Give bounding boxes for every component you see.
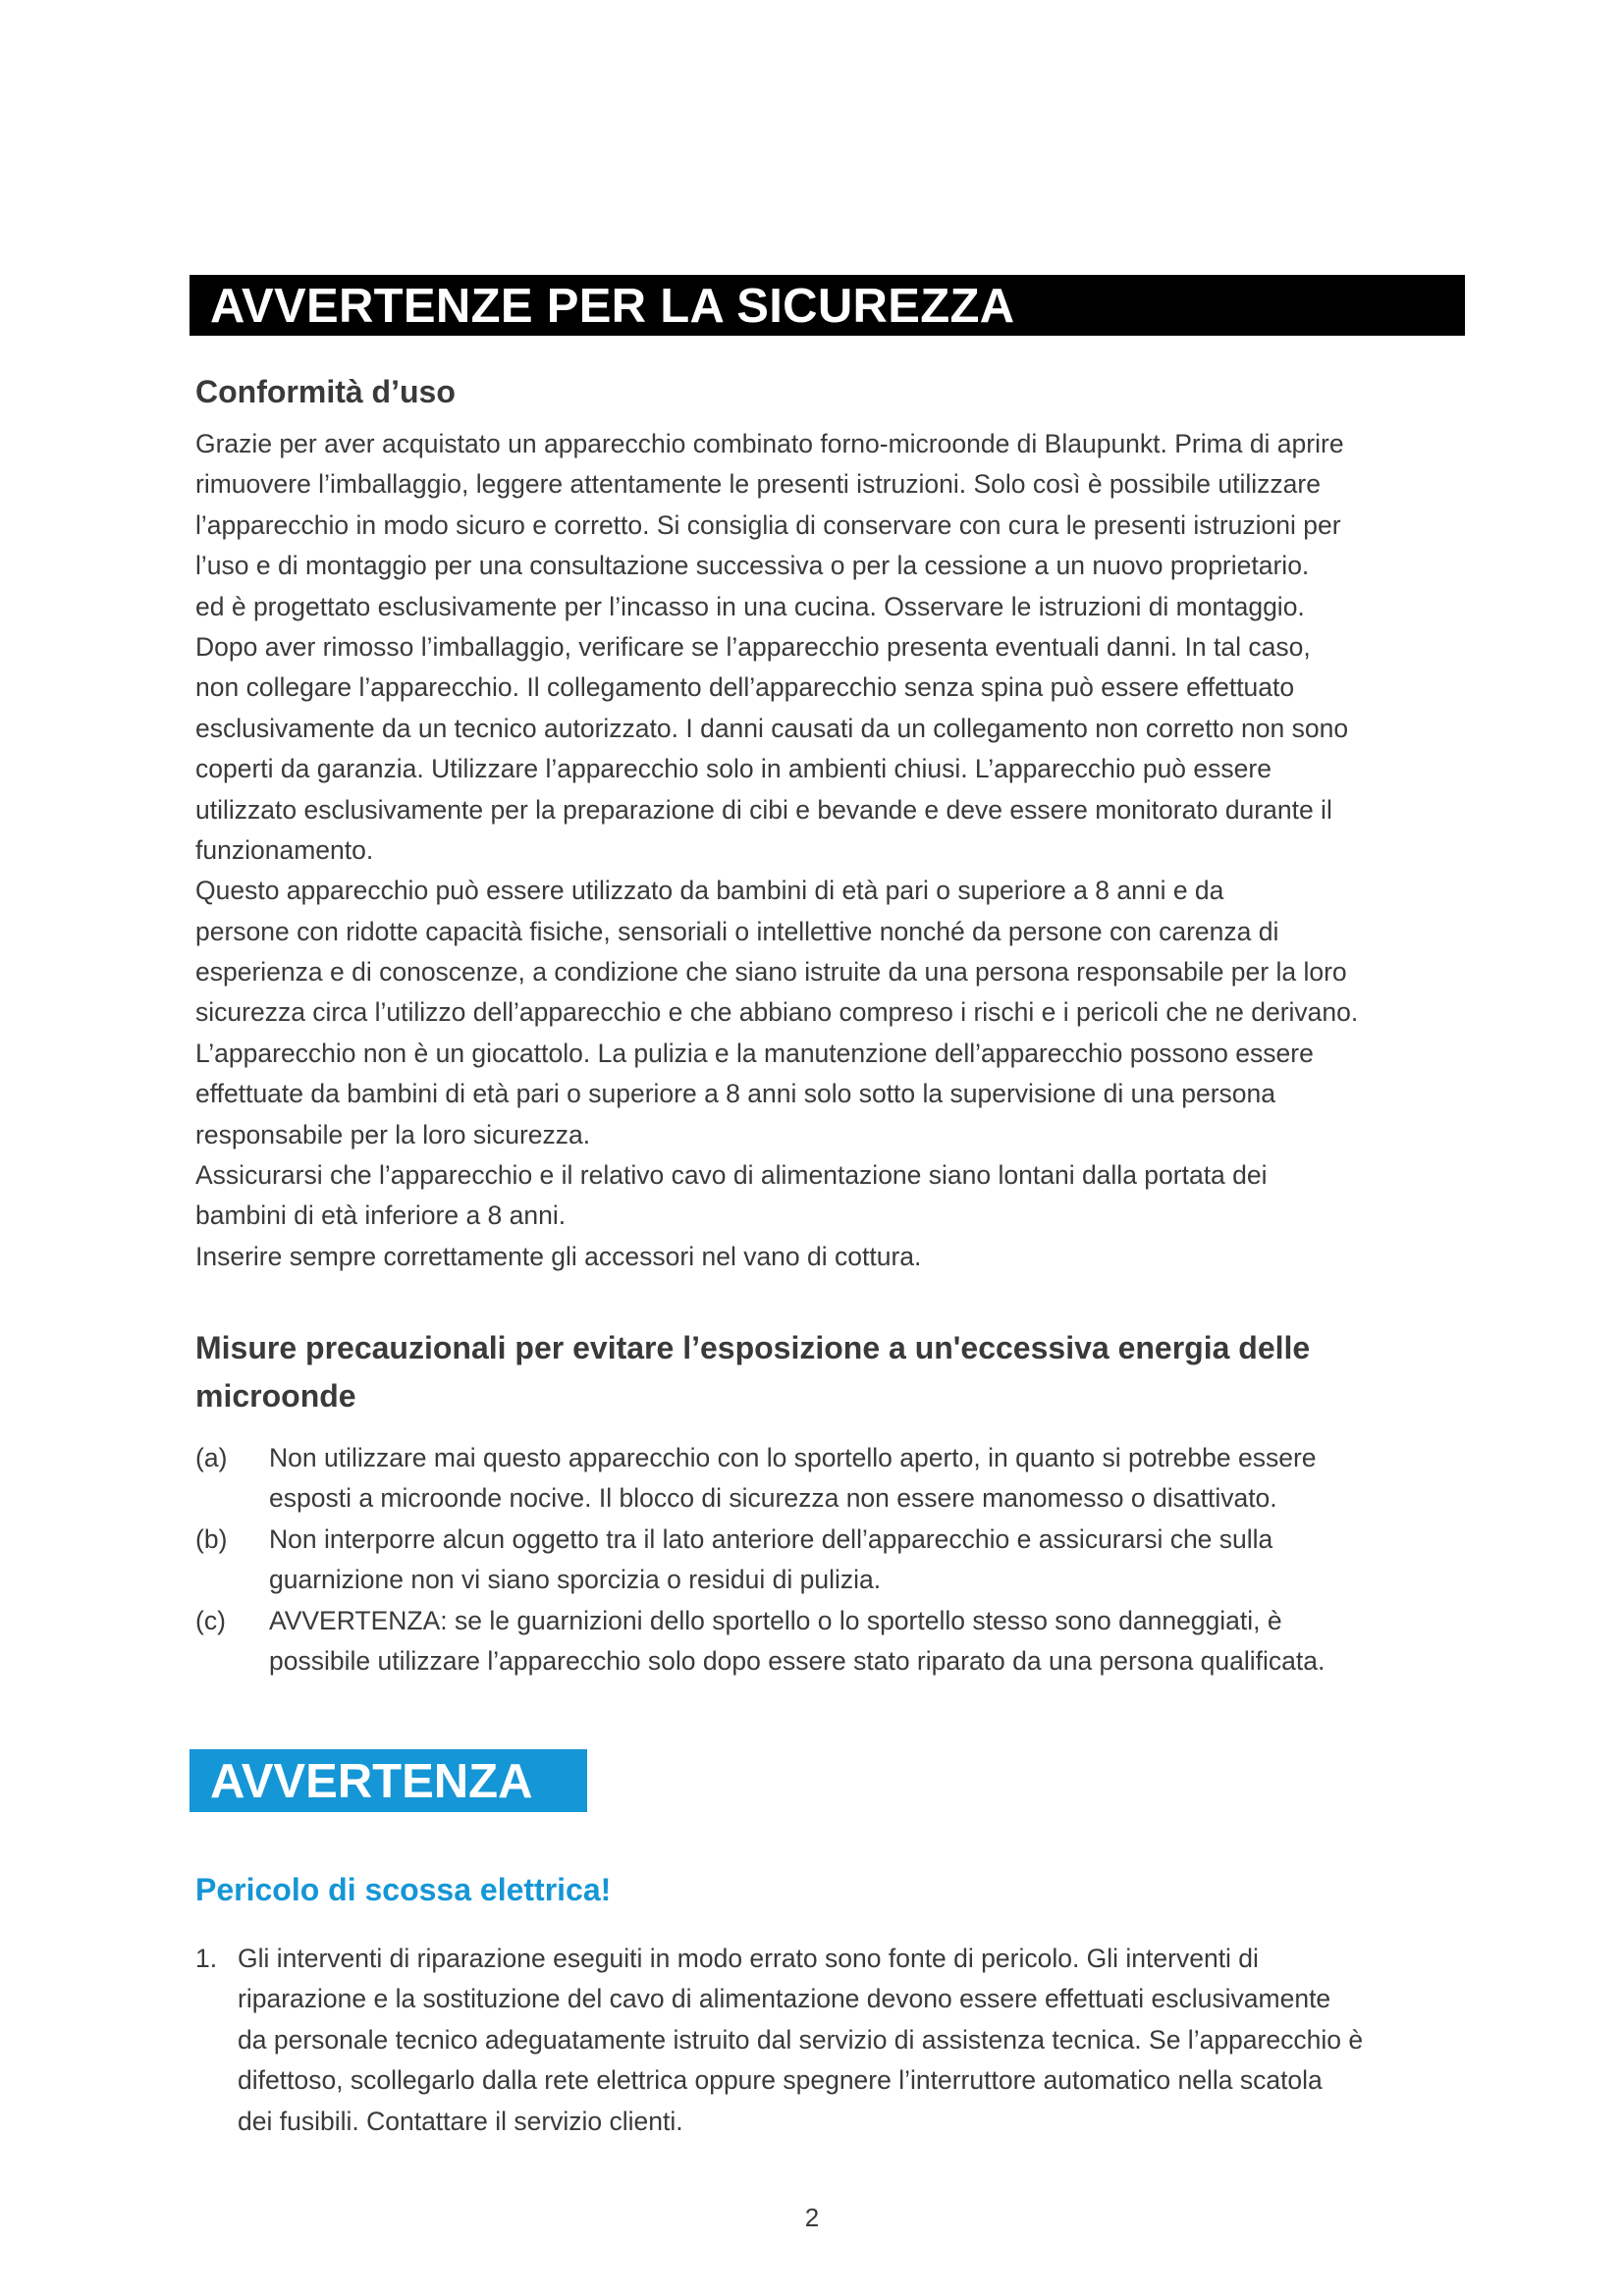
paragraph-line: Inserire sempre correttamente gli accessori nel vano di cottura. — [195, 1241, 922, 1271]
paragraph-line: L’apparecchio non è un giocattolo. La pulizia e la manutenzione dell’apparecchio possono essere — [195, 1038, 1314, 1068]
list-item-line: Non interporre alcun oggetto tra il lato anteriore dell’apparecchio e assicurarsi che sulla — [269, 1523, 1273, 1554]
list-item — [195, 1520, 1325, 1601]
list-item-line: da personale tecnico adeguatamente istruito dal servizio di assistenza tecnica. Se l’apparecchio è — [238, 2024, 1364, 2055]
list-item — [195, 1939, 1363, 2142]
list-item-line: Gli interventi di riparazione eseguiti in modo errato sono fonte di pericolo. Gli interventi di — [238, 1944, 1259, 1973]
list-item-line: AVVERTENZA: se le guarnizioni dello sportello o lo sportello stesso sono danneggiati, è — [269, 1605, 1282, 1635]
warning-list — [195, 1939, 1363, 2142]
paragraph-line: l’uso e di montaggio per una consultazione successiva o per la cessione a un nuovo proprietario. — [195, 551, 1310, 581]
warning-subheading: Pericolo di scossa elettrica! — [195, 1872, 612, 1907]
list-marker: (b) — [195, 1523, 228, 1554]
list-marker: (c) — [195, 1605, 226, 1635]
misure-heading-line2: microonde — [195, 1378, 356, 1414]
page-number: 2 — [804, 2203, 820, 2232]
paragraph-line: Dopo aver rimosso l’imballaggio, verificare se l’apparecchio presenta eventuali danni. In tal caso, — [195, 631, 1311, 662]
misure-heading-line1: Misure precauzionali per evitare l’esposizione a un'eccessiva energia delle — [195, 1330, 1311, 1365]
paragraph-line: bambini di età inferiore a 8 anni. — [195, 1201, 567, 1231]
paragraph-line: l’apparecchio in modo sicuro e corretto. Si consiglia di conservare con cura le presenti istruzioni per — [195, 509, 1341, 540]
list-item — [195, 1438, 1325, 1520]
paragraph-line: esclusivamente da un tecnico autorizzato. I danni causati da un collegamento non corretto non sono — [195, 713, 1349, 743]
paragraph-line: non collegare l’apparecchio. Il collegamento dell’apparecchio senza spina può essere effettuato — [195, 672, 1295, 703]
list-item-line: possibile utilizzare l’apparecchio solo dopo essere stato riparato da una persona qualificata. — [269, 1646, 1326, 1677]
conformita-paragraph — [195, 424, 1472, 1277]
paragraph-line: sicurezza circa l’utilizzo dell’apparecchio e che abbiano compreso i rischi e i pericoli che ne derivano. — [195, 997, 1359, 1028]
paragraph-line: Grazie per aver acquistato un apparecchio combinato forno-microonde di Blaupunkt. Prima di aprire — [195, 429, 1344, 458]
paragraph-line: Assicurarsi che l’apparecchio e il relativo cavo di alimentazione siano lontani dalla portata dei — [195, 1160, 1268, 1191]
list-item-line: Non utilizzare mai questo apparecchio con lo sportello aperto, in quanto si potrebbe essere — [269, 1443, 1317, 1472]
paragraph-line: responsabile per la loro sicurezza. — [195, 1119, 591, 1149]
paragraph-line: persone con ridotte capacità fisiche, sensoriali o intellettive nonché da persone con carenza di — [195, 916, 1279, 946]
paragraph-line: esperienza e di conoscenze, a condizione che siano istruite da una persona responsabile per la loro — [195, 957, 1347, 988]
section-title: AVVERTENZE PER LA SICUREZZA — [210, 280, 1015, 333]
list-item — [195, 1601, 1325, 1682]
list-marker: 1. — [195, 1944, 218, 1973]
paragraph-line: rimuovere l’imballaggio, leggere attentamente le presenti istruzioni. Solo così è possibile utilizzare — [195, 469, 1321, 500]
misure-list — [195, 1438, 1325, 1682]
paragraph-line: funzionamento. — [195, 834, 374, 865]
list-item-line: esposti a microonde nocive. Il blocco di sicurezza non essere manomesso o disattivato. — [269, 1483, 1277, 1514]
conformita-heading: Conformità d’uso — [195, 374, 456, 409]
list-item-line: riparazione e la sostituzione del cavo di alimentazione devono essere effettuati esclusivamente — [238, 1984, 1331, 2014]
list-item-line: guarnizione non vi siano sporcizia o residui di pulizia. — [269, 1565, 882, 1595]
list-item-line: dei fusibili. Contattare il servizio clienti. — [238, 2106, 683, 2136]
paragraph-line: utilizzato esclusivamente per la preparazione di cibi e bevande e deve essere monitorato durante il — [195, 794, 1332, 825]
list-item-line: difettoso, scollegarlo dalla rete elettrica oppure spegnere l’interruttore automatico nella scatola — [238, 2065, 1323, 2096]
paragraph-line: effettuate da bambini di età pari o superiore a 8 anni solo sotto la supervisione di una persona — [195, 1079, 1275, 1109]
warning-title: AVVERTENZA — [210, 1755, 533, 1808]
list-marker: (a) — [195, 1443, 228, 1472]
paragraph-line: Questo apparecchio può essere utilizzato da bambini di età pari o superiore a 8 anni e da — [195, 876, 1224, 906]
paragraph-line: ed è progettato esclusivamente per l’incasso in una cucina. Osservare le istruzioni di montaggio. — [195, 591, 1305, 621]
paragraph-line: coperti da garanzia. Utilizzare l’apparecchio solo in ambienti chiusi. L’apparecchio può essere — [195, 754, 1272, 784]
